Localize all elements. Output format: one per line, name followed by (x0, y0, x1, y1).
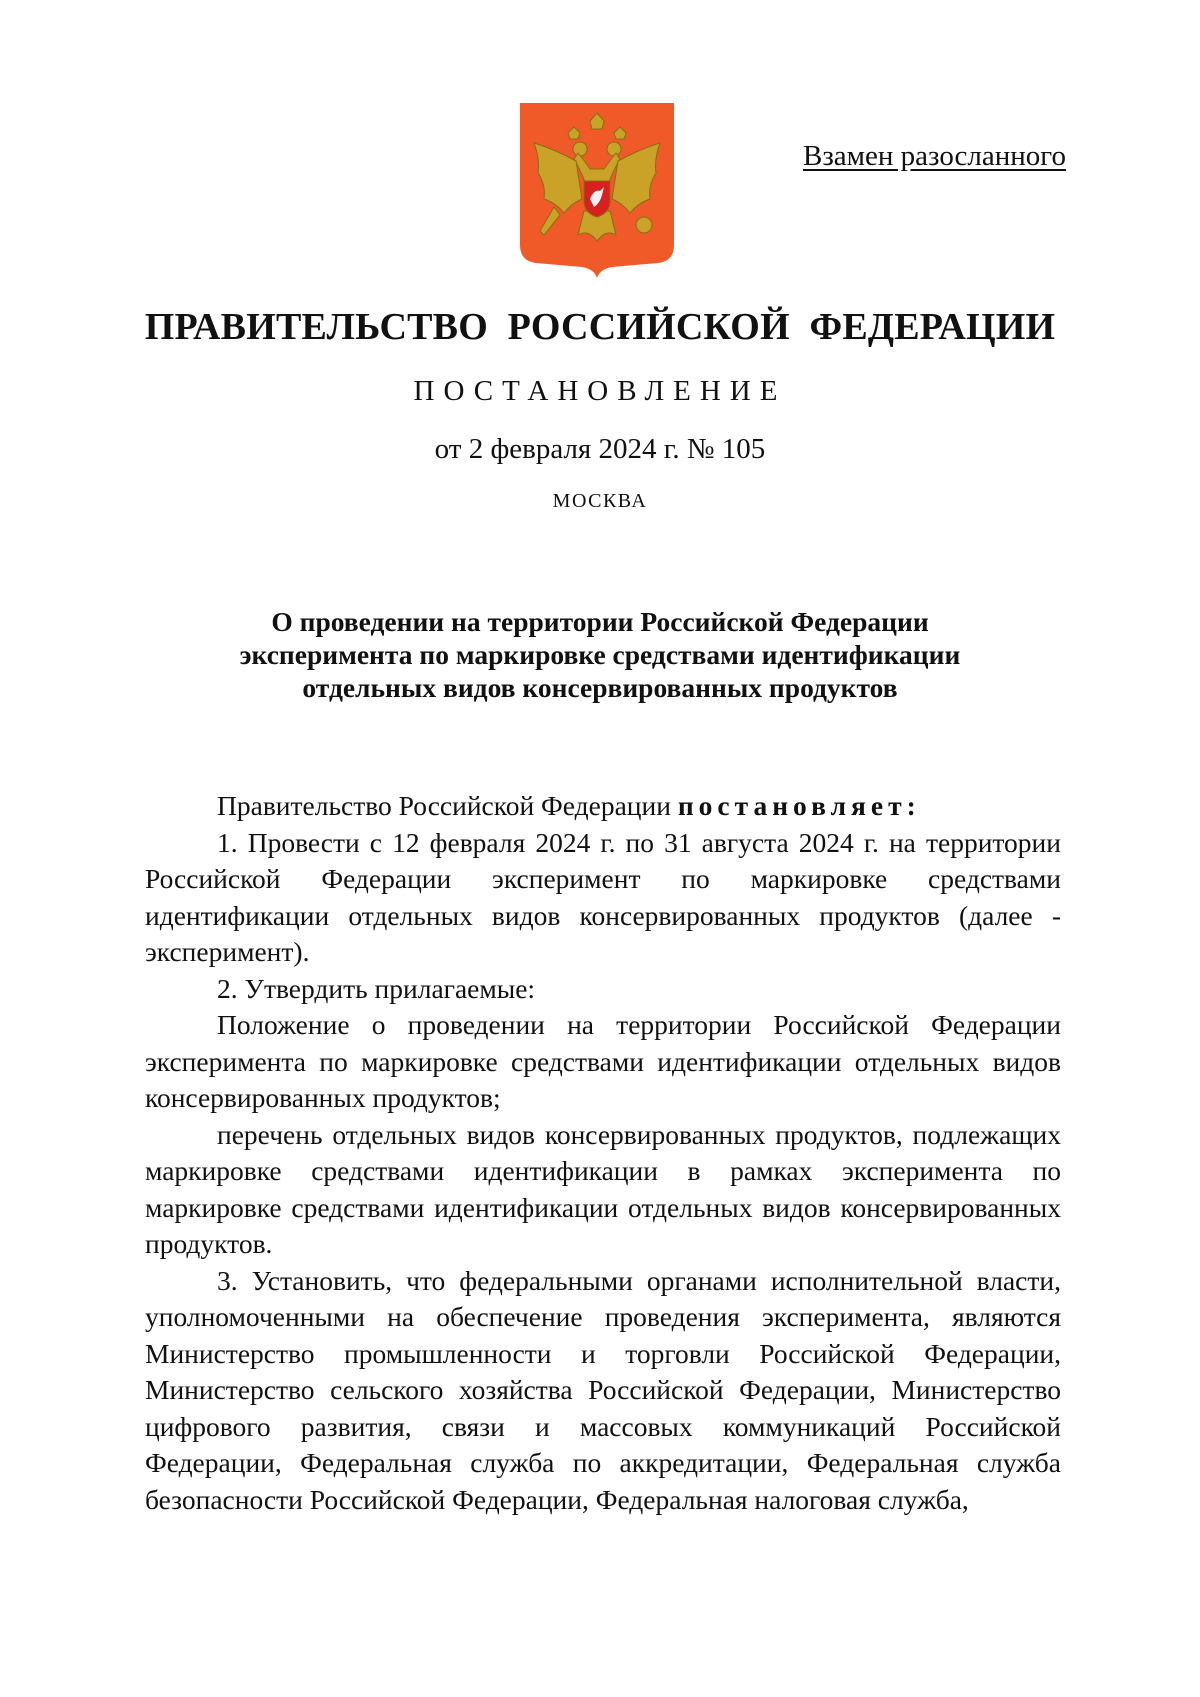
document-subject (120, 605, 1080, 704)
decree-word: постановляет: (677, 790, 921, 821)
subject-line: О проведении на территории Российской Федерации (271, 606, 929, 637)
preamble-paragraph (145, 788, 1061, 825)
preamble-text: Правительство Российской Федерации (217, 790, 671, 821)
subject-line: эксперимента по маркировке средствами идентификации (239, 639, 961, 670)
body-paragraph: Положение о проведении на территории Российской Федерации эксперимента по маркировке средствами идентификации отдельных видов консервированных продуктов; (145, 1009, 1061, 1113)
document-city: МОСКВА (552, 490, 648, 512)
body-paragraph: перечень отдельных видов консервированных продуктов, подлежащих маркировке средствами идентификации в рамках эксперимента по маркировке средствами идентификации отдельных видов консервированных продуктов. (145, 1118, 1061, 1259)
russian-coat-of-arms-icon (520, 103, 674, 278)
replacement-note: Взамен разосланного (803, 140, 1066, 172)
government-title: ПРАВИТЕЛЬСТВО РОССИЙСКОЙ ФЕДЕРАЦИИ (144, 306, 1056, 348)
document-date-number: от 2 февраля 2024 г. № 105 (434, 433, 766, 465)
document-type: ПОСТАНОВЛЕНИЕ (413, 375, 787, 407)
subject-line: отдельных видов консервированных продуктов (302, 672, 898, 703)
document-body (145, 788, 1061, 1518)
body-paragraph: 3. Установить, что федеральными органами исполнительной власти, уполномоченными на обеспечение проведения эксперимента, являются Министерство промышленности и торговли Российской Федерации, Министерство сельского хозяйства Российской Федерации, Министерство цифрового развития, связи и массовых коммуникаций Российской Федерации, Федеральная служба по аккредитации, Федеральная служба безопасности Российской Федерации, Федеральная налоговая служба, (145, 1264, 1061, 1515)
body-paragraph: 1. Провести с 12 февраля 2024 г. по 31 августа 2024 г. на территории Российской Федерации эксперимент по маркировке средствами идентификации отдельных видов консервированных продуктов (далее - эксперимент). (145, 826, 1061, 967)
body-paragraph: 2. Утвердить прилагаемые: (217, 972, 536, 1004)
